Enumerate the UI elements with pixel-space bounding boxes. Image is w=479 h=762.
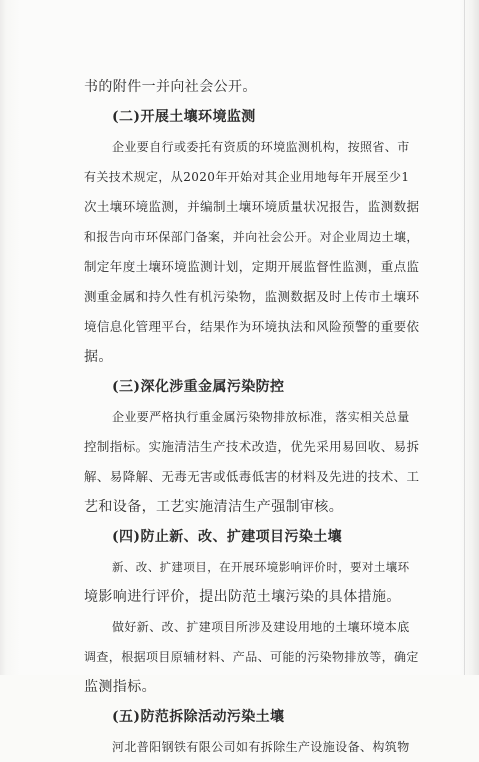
text-line: 新、改、扩建项目，在开展环境影响评价时，要对土壤环 [112,560,410,574]
document-body [84,72,420,762]
text-line: 有关技术规定，从2020年开始对其企业用地每年开展至少1 [84,170,410,184]
text-line: 监测指标。 [84,679,156,695]
text-line: 书的附件一并向社会公开。 [84,79,257,95]
text-line: 次土壤环境监测，并编制土壤环境质量状况报告，监测数据 [84,199,420,214]
text-line: 控制指标。实施清洁生产技术改造，优先采用易回收、易拆 [84,439,420,454]
text-line: 境影响进行评价，提出防范土壤污染的具体措施。 [84,589,401,605]
page-edge [464,0,465,675]
text-line: 调查，根据项目原辅材料、产品、可能的污染物排放等，确定 [84,650,419,664]
text-line: 企业要严格执行重金属污染物排放标准，落实相关总量 [112,410,410,424]
section-heading: (四)防止新、改、扩建项目污染土壤 [112,529,343,545]
section-heading: (三)深化涉重金属污染防控 [112,379,285,395]
text-line: 企业要自行或委托有资质的环境监测机构，按照省、市 [112,140,410,154]
text-line: 制定年度土壤环境监测计划，定期开展监督性监测，重点监 [84,259,420,274]
text-line: 测重金属和持久性有机污染物，监测数据及时上传市土壤环 [84,289,420,304]
text-line: 境信息化管理平台，结果作为环境执法和风险预警的重要依 [84,319,420,334]
text-line: 艺和设备，工艺实施清洁生产强制审核。 [84,499,344,515]
text-line: 解、易降解、无毒无害或低毒低害的材料及先进的技术、工 [84,469,420,484]
text-line: 河北普阳钢铁有限公司如有拆除生产设施设备、构筑物 [112,740,410,754]
text-line: 据。 [84,349,113,365]
section-heading: (二)开展土壤环境监测 [112,109,256,125]
text-line: 做好新、改、扩建项目所涉及建设用地的土壤环境本底 [112,620,410,634]
text-line: 和报告向市环保部门备案，并向社会公开。对企业周边土壤， [84,230,419,244]
section-heading: (五)防范拆除活动污染土壤 [112,709,285,725]
